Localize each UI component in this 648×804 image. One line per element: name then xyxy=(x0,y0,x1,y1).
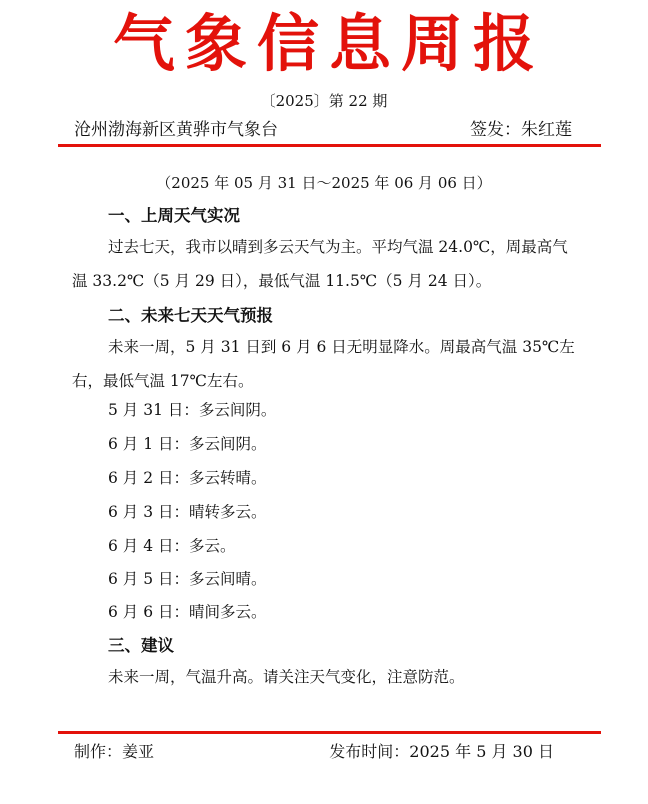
forecast-day-item: 5 月 31 日：多云间阴。 xyxy=(108,401,277,419)
date-range: （2025 年 05 月 31 日～2025 年 06 月 06 日） xyxy=(156,174,492,192)
issuing-organization: 沧州渤海新区黄骅市气象台 xyxy=(74,120,278,140)
publish-time: 发布时间：2025 年 5 月 30 日 xyxy=(329,742,554,761)
section-heading-past-week: 一、上周天气实况 xyxy=(108,206,240,225)
signer: 签发：朱红莲 xyxy=(470,120,572,140)
forecast-day-item: 6 月 2 日：多云转晴。 xyxy=(108,469,267,487)
footer-divider xyxy=(58,731,601,734)
producer: 制作：姜亚 xyxy=(74,742,155,761)
forecast-day-item: 6 月 3 日：晴转多云。 xyxy=(108,503,267,521)
forecast-summary: 未来一周，5 月 31 日到 6 月 6 日无明显降水。周最高气温 35℃左右，最低气温 17℃左右。 xyxy=(72,338,575,390)
past-week-summary: 过去七天，我市以晴到多云天气为主。平均气温 24.0℃，周最高气温 33.2℃（5 月 29 日），最低气温 11.5℃（5 月 24 日）。 xyxy=(72,238,568,290)
issue-number: 〔2025〕第 22 期 xyxy=(260,92,388,110)
masthead-title: 气象信息周报 xyxy=(112,7,545,80)
section-heading-forecast: 二、未来七天天气预报 xyxy=(108,306,273,325)
advice-text: 未来一周，气温升高。请关注天气变化，注意防范。 xyxy=(108,668,465,686)
section-heading-advice: 三、建议 xyxy=(108,636,174,655)
forecast-day-item: 6 月 6 日：晴间多云。 xyxy=(108,603,267,621)
header-divider xyxy=(58,144,601,147)
forecast-day-item: 6 月 4 日：多云。 xyxy=(108,537,236,555)
forecast-day-item: 6 月 1 日：多云间阴。 xyxy=(108,435,267,453)
forecast-day-item: 6 月 5 日：多云间晴。 xyxy=(108,570,267,588)
